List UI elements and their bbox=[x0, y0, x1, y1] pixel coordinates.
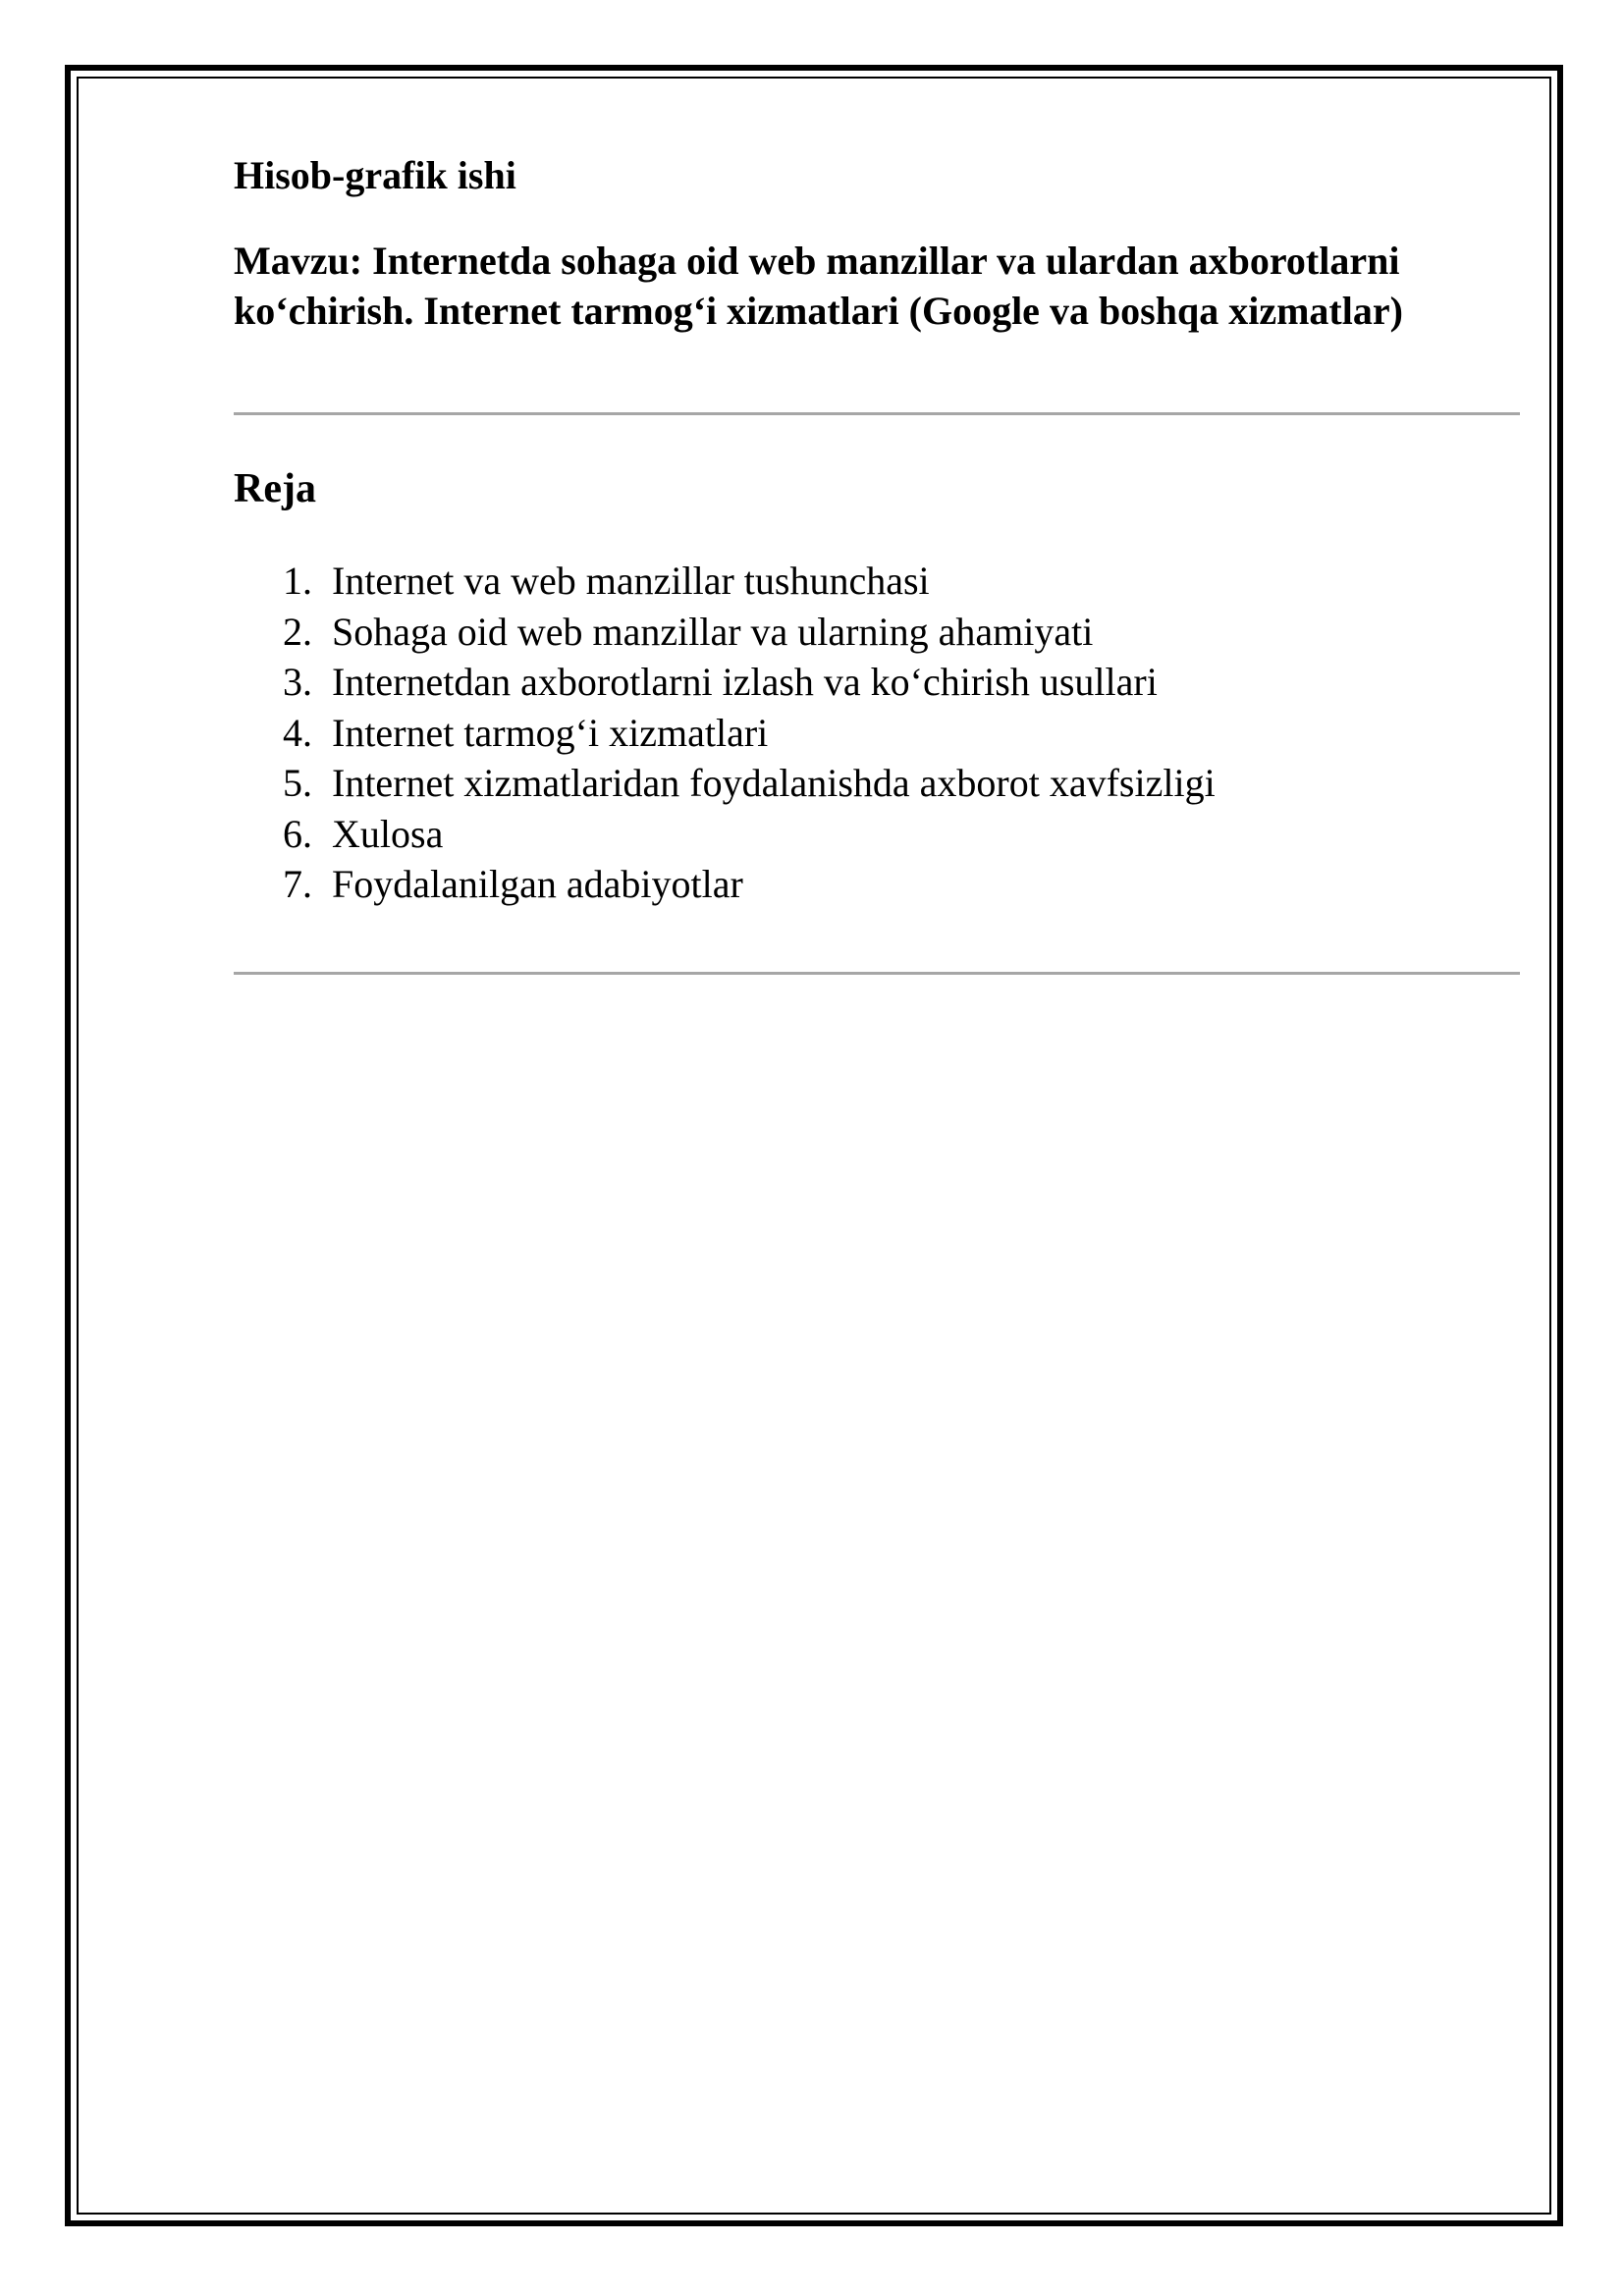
plan-item-number: 4. bbox=[283, 710, 312, 755]
plan-item-text: Foydalanilgan adabiyotlar bbox=[332, 862, 743, 907]
plan-item bbox=[283, 607, 1520, 658]
plan-item bbox=[283, 809, 1520, 860]
bottom-divider bbox=[234, 972, 1520, 975]
plan-item-text: Internet xizmatlaridan foydalanishda axborot xavfsizligi bbox=[332, 761, 1216, 806]
plan-item-text: Sohaga oid web manzillar va ularning ahamiyati bbox=[332, 609, 1094, 654]
plan-item-number: 3. bbox=[283, 660, 312, 705]
plan-item bbox=[283, 859, 1520, 910]
plan-item-text: Internetdan axborotlarni izlash va ko‘chirish usullari bbox=[332, 660, 1158, 705]
plan-item-text: Internet va web manzillar tushunchasi bbox=[332, 559, 930, 604]
plan-item-number: 5. bbox=[283, 761, 312, 806]
plan-item-number: 6. bbox=[283, 811, 312, 856]
plan-item-text: Xulosa bbox=[332, 811, 444, 856]
plan-heading: Reja bbox=[234, 466, 316, 511]
plan-list bbox=[234, 556, 1520, 910]
plan-item-number: 7. bbox=[283, 862, 312, 907]
plan-item-number: 1. bbox=[283, 559, 312, 604]
document-body bbox=[234, 152, 1520, 975]
top-divider bbox=[234, 412, 1520, 415]
document-type-heading: Hisob-grafik ishi bbox=[234, 153, 516, 197]
plan-item-text: Internet tarmog‘i xizmatlari bbox=[332, 710, 769, 755]
plan-item bbox=[283, 657, 1520, 708]
plan-item-number: 2. bbox=[283, 609, 312, 654]
plan-item bbox=[283, 708, 1520, 759]
plan-item bbox=[283, 758, 1520, 809]
plan-item bbox=[283, 556, 1520, 607]
topic-heading: Mavzu: Internetda sohaga oid web manzillar va ulardan axborotlarni ko‘chirish. Internet tarmog‘i xizmatlari (Google va boshqa xizmatlar) bbox=[234, 239, 1403, 333]
